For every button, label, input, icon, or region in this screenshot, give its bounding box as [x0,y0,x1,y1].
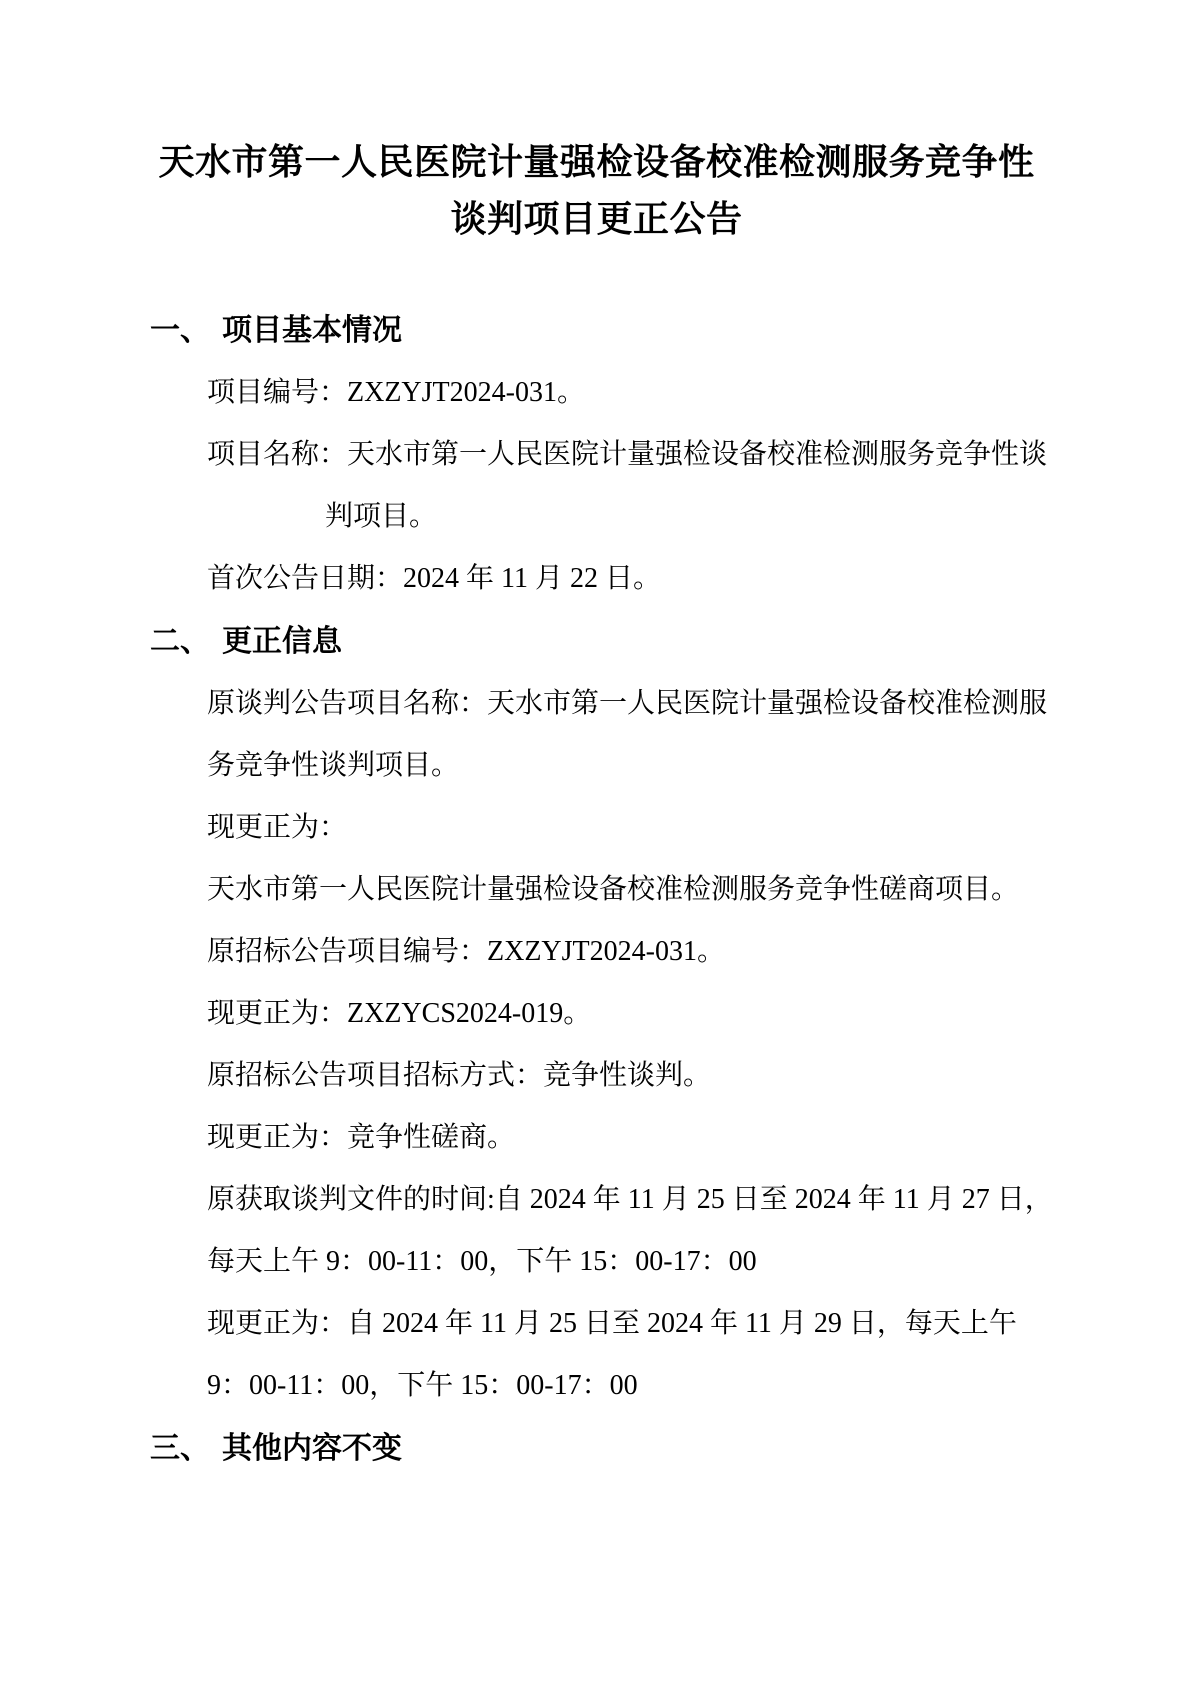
body-line-corrected-label: 现更正为： [207,812,348,843]
section-3-heading [150,1417,1043,1480]
section-1-number: 一、 [150,314,210,347]
section-2-number: 二、 [150,625,210,658]
body-line-corrected-number: 现更正为：ZXZYCS2024-019。 [207,998,592,1029]
section-3-number: 三、 [150,1432,210,1465]
body-line-original-doc-time-wrap: 每天上午 9：00-11：00，下午 15：00-17：00 [207,1246,757,1277]
body-line-project-name: 项目名称：天水市第一人民医院计量强检设备校准检测服务竞争性谈 [207,439,1048,470]
document-title-line-1: 天水市第一人民医院计量强检设备校准检测服务竞争性 [158,141,1035,182]
body-line-project-number: 项目编号：ZXZYJT2024-031。 [207,377,585,408]
body-line-original-name: 原谈判公告项目名称：天水市第一人民医院计量强检设备校准检测服 [207,688,1048,719]
section-2-heading-text: 更正信息 [222,625,342,658]
section-3-heading-text: 其他内容不变 [222,1432,402,1465]
body-line-original-name-wrap: 务竞争性谈判项目。 [207,750,460,781]
document-body [150,299,1053,1480]
body-line-corrected-doc-time-wrap: 9：00-11：00，下午 15：00-17：00 [207,1370,638,1401]
body-line-original-method: 原招标公告项目招标方式：竞争性谈判。 [207,1060,712,1091]
body-line-project-name-wrap: 判项目。 [325,501,438,532]
section-1-heading-text: 项目基本情况 [222,314,402,347]
body-line-first-announcement-date: 首次公告日期：2024 年 11 月 22 日。 [207,563,661,594]
body-line-corrected-method: 现更正为：竞争性磋商。 [207,1122,516,1153]
body-line-original-number: 原招标公告项目编号：ZXZYJT2024-031。 [207,936,725,967]
body-line-corrected-doc-time: 现更正为：自 2024 年 11 月 25 日至 2024 年 11 月 29 日，每天上午 [207,1308,1017,1339]
body-line-original-doc-time: 原获取谈判文件的时间:自 2024 年 11 月 25 日至 2024 年 11 月 27 日， [207,1184,1053,1215]
body-line-corrected-name: 天水市第一人民医院计量强检设备校准检测服务竞争性磋商项目。 [207,874,1020,905]
document-title-line-2: 谈判项目更正公告 [450,198,743,239]
document-title [150,133,1043,247]
section-2-heading [150,610,1043,673]
section-1-heading [150,299,1043,362]
